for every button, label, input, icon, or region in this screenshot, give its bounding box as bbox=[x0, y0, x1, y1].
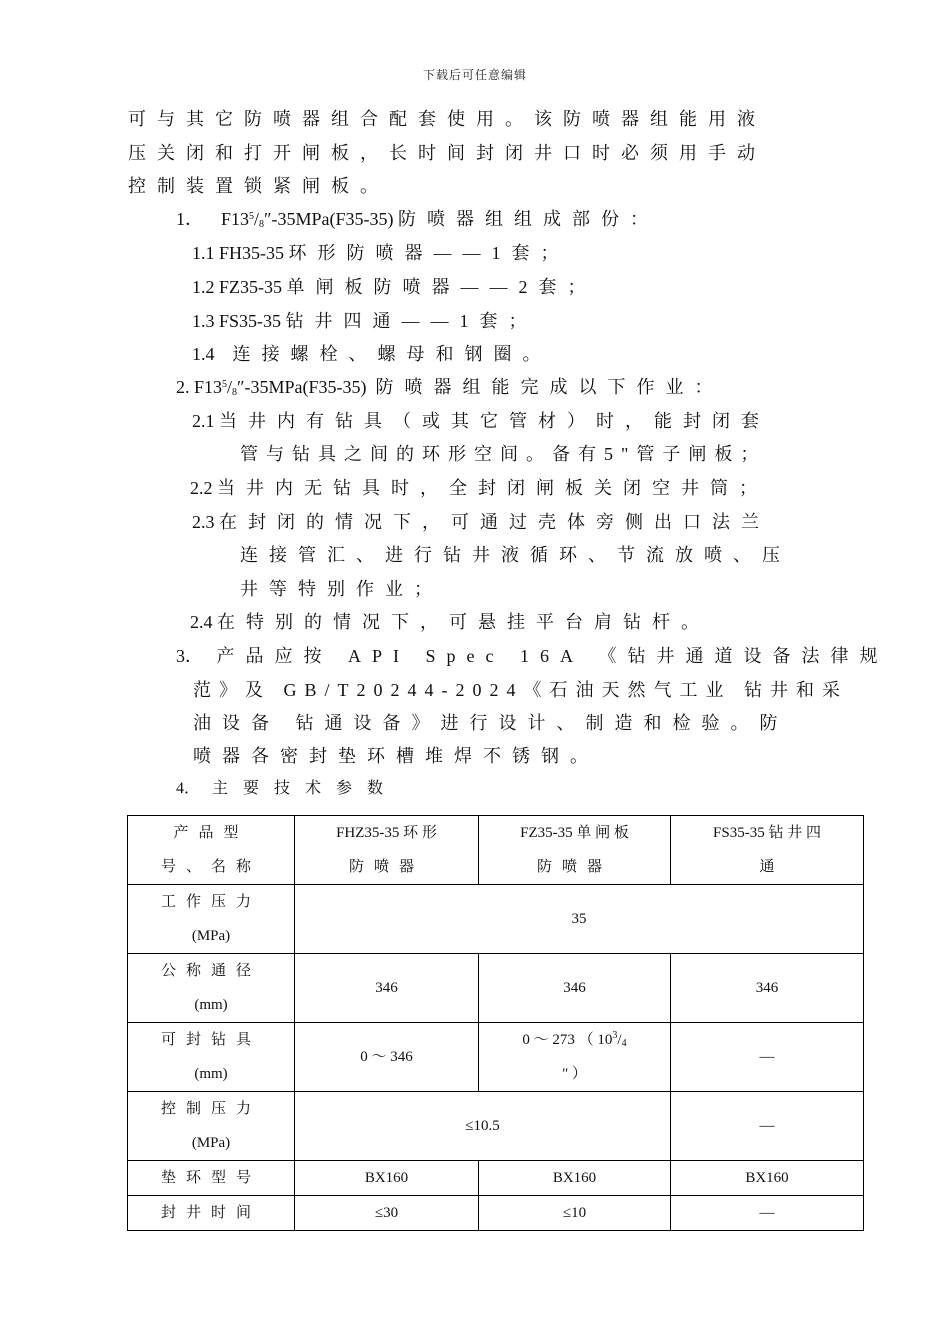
intro-line-3: 控制装置锁紧闸板。 bbox=[128, 176, 389, 196]
model-prefix: F13 bbox=[194, 377, 223, 397]
fraction-numerator: 5 bbox=[249, 211, 255, 222]
section-2-number: 2. bbox=[176, 377, 190, 397]
cell-line: (MPa) bbox=[191, 1135, 231, 1151]
item-code: FZ35-35 bbox=[219, 277, 282, 297]
list-item-1-3 bbox=[192, 310, 538, 332]
cell-line: 号、名称 bbox=[160, 859, 261, 875]
item-number: 1.2 bbox=[192, 277, 215, 297]
cell-line: FHZ35-35 环 形 bbox=[336, 825, 437, 841]
close-fs: — bbox=[671, 1196, 864, 1231]
section-2-title: 防喷器组能完成以下作业： bbox=[375, 377, 724, 397]
item-text: 钻井四通——1套； bbox=[285, 311, 538, 331]
section-3-line-2: 范》及 GB/T20244-2024《石油天然气工业 钻井和采 bbox=[193, 680, 848, 700]
cell-line: FZ35-35 单 闸 板 bbox=[520, 825, 629, 841]
item-text: 在特别的情况下，可悬挂平台肩钻杆。 bbox=[217, 612, 710, 632]
header-cell-product bbox=[128, 816, 295, 885]
section-3-line-4: 喷器各密封垫环槽堆焊不锈钢。 bbox=[193, 746, 599, 766]
item-text: 当井内无钻具时，全封闭闸板关闭空井筒； bbox=[217, 478, 768, 498]
item-number: 1.4 bbox=[192, 344, 215, 364]
cell-line: 防喷器 bbox=[348, 859, 424, 875]
row-label-seal bbox=[128, 1023, 295, 1092]
intro-line-2: 压关闭和打开闸板，长时间封闭井口时必须用手动 bbox=[128, 143, 766, 163]
list-item-2-1-cont: 管与钻具之间的环形空间。备有5"管子闸板； bbox=[240, 444, 767, 464]
list-item-2-2 bbox=[190, 477, 768, 499]
pressure-value: 35 bbox=[295, 885, 864, 954]
fraction-numerator: 5 bbox=[222, 379, 228, 390]
section-3-heading bbox=[176, 645, 889, 667]
bore-fhz: 346 bbox=[295, 954, 479, 1023]
ring-fs: BX160 bbox=[671, 1161, 864, 1196]
section-3-line-1: 产品应按 API Spec 16A 《钻井通道设备法律规 bbox=[216, 646, 889, 666]
parameters-table bbox=[127, 815, 864, 1231]
item-text: 在封闭的情况下，可通过壳体旁侧出口法兰 bbox=[219, 512, 770, 532]
cell-line: FS35-35 钻 井 四 bbox=[713, 825, 821, 841]
ring-fhz: BX160 bbox=[295, 1161, 479, 1196]
ring-fz: BX160 bbox=[479, 1161, 671, 1196]
fraction-numerator: 3 bbox=[612, 1030, 618, 1041]
cell-line: 通 bbox=[759, 859, 775, 875]
cell-line: 工作压力 bbox=[160, 894, 261, 910]
header-cell-fhz bbox=[295, 816, 479, 885]
item-number: 1.3 bbox=[192, 311, 215, 331]
section-3-line-3: 油设备 钻通设备》进行设计、制造和检验。防 bbox=[193, 713, 789, 733]
item-number: 2.3 bbox=[192, 512, 215, 532]
close-fhz: ≤30 bbox=[295, 1196, 479, 1231]
cell-line: " ） bbox=[562, 1066, 587, 1082]
section-4-title: 主要技术参数 bbox=[212, 780, 399, 797]
list-item-2-1 bbox=[192, 410, 770, 432]
list-item-2-3 bbox=[192, 511, 770, 533]
model-suffix: ″-35MPa(F35-35) bbox=[264, 209, 394, 229]
list-item-1-2 bbox=[192, 276, 597, 298]
section-4-number: 4． bbox=[176, 780, 201, 797]
cell-line: 可封钻具 bbox=[160, 1032, 261, 1048]
fraction-denominator: 8 bbox=[232, 387, 238, 398]
section-2-heading: 2. $F13^5/_8''-35MPa(F35-35)$ 防喷器组能完成以下作业： bbox=[176, 377, 724, 398]
list-item-1-4 bbox=[192, 343, 552, 365]
list-item-2-3-cont-2: 井等特别作业； bbox=[240, 579, 443, 599]
model-suffix: ″-35MPa(F35-35) bbox=[237, 377, 367, 397]
row-label-close: 封井时间 bbox=[128, 1196, 295, 1231]
item-number: 2.2 bbox=[190, 478, 213, 498]
table-row bbox=[128, 1161, 864, 1196]
item-text: 环形防喷器——1套； bbox=[288, 243, 570, 263]
seal-fhz: 0 ～ 346 bbox=[295, 1023, 479, 1092]
row-label-control bbox=[128, 1092, 295, 1161]
fraction-denominator: 4 bbox=[621, 1038, 627, 1049]
table-row bbox=[128, 954, 864, 1023]
item-text: 连接螺栓、螺母和钢圈。 bbox=[232, 344, 552, 364]
item-text: 单闸板防喷器——2套； bbox=[286, 277, 597, 297]
item-number: 2.4 bbox=[190, 612, 213, 632]
seal-fs: — bbox=[671, 1023, 864, 1092]
cell-line: 控制压力 bbox=[160, 1101, 261, 1117]
cell-line: 公称通径 bbox=[160, 963, 261, 979]
control-fs: — bbox=[671, 1092, 864, 1161]
table-row bbox=[128, 1196, 864, 1231]
seal-fz bbox=[479, 1023, 671, 1092]
bore-fz: 346 bbox=[479, 954, 671, 1023]
cell-line: 产品型 bbox=[173, 825, 249, 841]
table-row bbox=[128, 1023, 864, 1092]
cell-line: (MPa) bbox=[191, 928, 231, 944]
bore-fs: 346 bbox=[671, 954, 864, 1023]
section-1-title: 防喷器组组成部份： bbox=[398, 209, 660, 229]
cell-line: 0 ～ 273 （ $10^3/_4$ bbox=[522, 1030, 627, 1049]
list-item-1-1 bbox=[192, 242, 570, 264]
close-fz: ≤10 bbox=[479, 1196, 671, 1231]
cell-line: (mm) bbox=[194, 1066, 228, 1082]
row-label-bore bbox=[128, 954, 295, 1023]
list-item-2-4 bbox=[190, 611, 710, 633]
header-cell-fs bbox=[671, 816, 864, 885]
intro-line-1: 可与其它防喷器组合配套使用。该防喷器组能用液 bbox=[128, 109, 766, 129]
item-text: 当井内有钻具（或其它管材）时，能封闭套 bbox=[219, 411, 770, 431]
section-3-number: 3． bbox=[176, 646, 203, 666]
cell-line: (mm) bbox=[194, 997, 228, 1013]
model-prefix: F13 bbox=[221, 209, 250, 229]
fraction-denominator: 8 bbox=[259, 219, 265, 230]
row-label-ring: 垫环型号 bbox=[128, 1161, 295, 1196]
seal-fz-value: 0 ～ 273 （ 10 bbox=[522, 1032, 613, 1048]
item-code: FH35-35 bbox=[219, 243, 285, 263]
table-row bbox=[128, 1092, 864, 1161]
row-label-pressure bbox=[128, 885, 295, 954]
control-value: ≤10.5 bbox=[295, 1092, 671, 1161]
section-4-heading bbox=[176, 778, 398, 800]
section-1-number: 1． bbox=[176, 209, 203, 229]
table-row bbox=[128, 885, 864, 954]
cell-line: 防喷器 bbox=[536, 859, 612, 875]
item-number: 2.1 bbox=[192, 411, 215, 431]
header-cell-fz bbox=[479, 816, 671, 885]
page-header: 下载后可任意编辑 bbox=[422, 68, 527, 82]
table-header-row bbox=[128, 816, 864, 885]
list-item-2-3-cont-1: 连接管汇、进行钻井液循环、节流放喷、压 bbox=[240, 545, 791, 565]
item-number: 1.1 bbox=[192, 243, 215, 263]
item-code: FS35-35 bbox=[219, 311, 282, 331]
section-1-heading: 1． $F13^5/_8''-35MPa(F35-35)$ 防喷器组组成部份： bbox=[176, 209, 660, 230]
